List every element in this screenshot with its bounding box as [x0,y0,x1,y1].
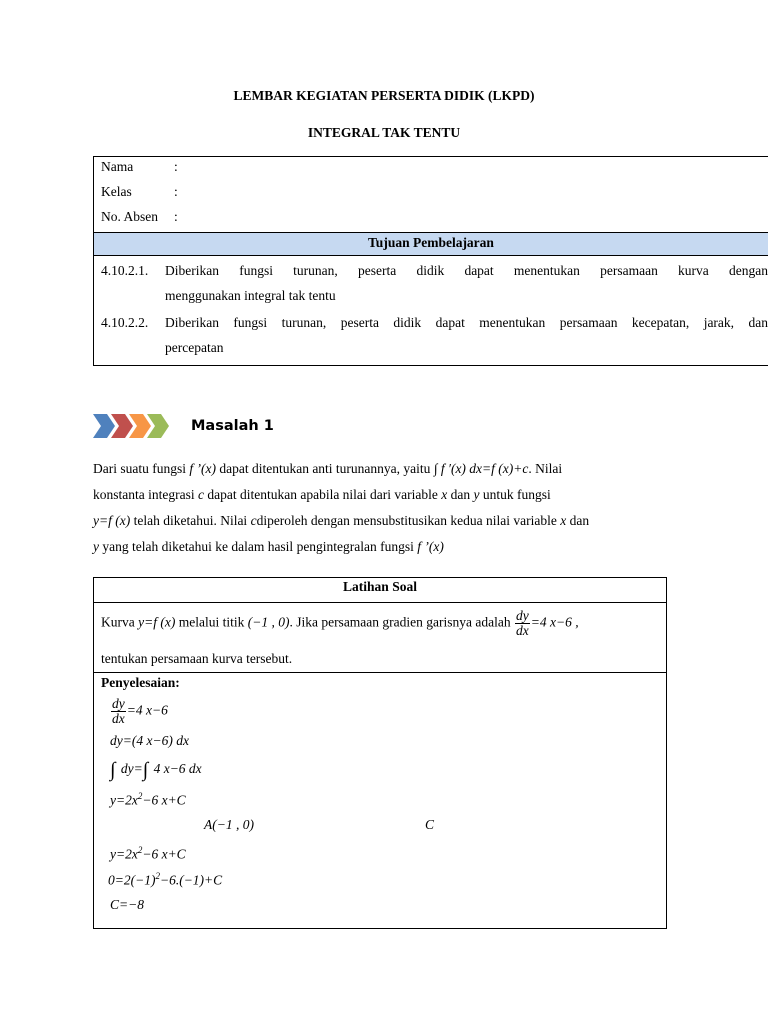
text: dan [447,487,474,502]
math-c: c [250,513,257,528]
problem-line: tentukan persamaan kurva tersebut. [101,651,293,666]
paragraph-line [93,534,675,560]
solution-label: Penyelesaian: [101,675,180,690]
fraction-dy-dx [515,609,530,638]
integral-sign: ∫ [142,759,149,781]
math-point: (−1 , 0) [247,614,290,630]
text: melalui titik [175,614,248,630]
math-text: −6 x+C [142,792,186,808]
math-f: f ’ [189,461,201,476]
math-f: f ’(x) [417,539,444,554]
math-text: =4 x−6 [126,702,168,718]
math-x: x [441,487,448,502]
math-text: dy= [117,761,143,776]
text: diperoleh dengan mensubstitusikan kedua nilai variable [256,513,561,528]
math-text: y=2x [110,846,138,862]
masalah-header [93,410,393,440]
math-text: −6.(−1)+C [159,872,223,888]
math-eq: =4 x−6 , [530,614,579,630]
math-eq: y=f (x) [93,513,131,528]
math-text: 4 x−6 dx [150,761,202,776]
solution-step: C=−8 [110,897,144,912]
latihan-soal-box [93,577,667,929]
objective-number: 4.10.2.2. [101,315,149,330]
exponent: 2 [137,845,143,855]
solution-step [110,791,186,809]
chevron-arrows-icon [93,412,173,440]
latihan-heading: Latihan Soal [94,578,666,603]
objective-text-line: menggunakan integral tak tentu [165,288,336,303]
solution-step: C [425,817,435,832]
solution-step [110,697,168,726]
math-c: c [197,487,204,502]
identity-label: Nama [101,159,134,174]
solution-step: dy=(4 x−6) dx [110,733,189,748]
text: untuk fungsi [479,487,551,502]
math-y: y [473,487,480,502]
math-text: −6 x+C [142,846,186,862]
text: Dari suatu fungsi [93,461,190,476]
paragraph-line [93,508,675,534]
identity-objectives-table [93,156,768,366]
text: dapat ditentukan apabila nilai dari variable [203,487,442,502]
integral-sign: ∫ [110,759,116,781]
identity-colon: : [174,159,178,174]
text: Kurva [101,614,139,630]
math-text: y=2x [110,792,138,808]
text: yang telah diketahui ke dalam hasil pengintegralan fungsi [99,539,418,554]
math-text: 0=2(−1) [108,872,156,888]
exponent: 2 [155,871,160,881]
fraction-denominator: dx [515,623,529,638]
fraction-numerator: dy [515,608,529,623]
objective-text-line: Diberikan fungsi turunan, peserta didik dapat menentukan persamaan kecepatan, jarak, dan [165,315,768,330]
solution-step [110,759,202,782]
objective-item [94,256,768,308]
objective-item [94,308,768,365]
identity-label: No. Absen [101,209,158,224]
document-subtitle: INTEGRAL TAK TENTU [307,125,461,140]
objectives-heading: Tujuan Pembelajaran [94,232,768,256]
problem-paragraph [93,456,675,560]
fraction-numerator: dy [112,696,125,711]
text: konstanta integrasi [93,487,198,502]
identity-colon: : [174,184,178,199]
document-title: LEMBAR KEGIATAN PERSERTA DIDIK (LKPD) [233,88,535,103]
text: telah diketahui. Nilai [130,513,251,528]
fraction-denominator: dx [112,711,125,726]
objective-text-line: percepatan [165,340,224,355]
text: . Nilai [528,461,563,476]
solution-step: A(−1 , 0) [204,817,254,832]
text: dan [566,513,590,528]
identity-row-absen [94,207,768,232]
math-x: x [560,513,567,528]
solution-step [108,871,222,889]
math-integral: ∫ f ′(x) dx=f (x)+c [433,461,529,476]
identity-row-kelas [94,182,768,207]
exponent: 2 [137,791,143,801]
paragraph-line [93,456,675,482]
fraction-dy-dx [111,697,126,726]
math-eq: y=f (x) [138,614,176,630]
solution-step [110,845,186,863]
identity-colon: : [174,209,178,224]
identity-row-nama [94,157,768,182]
paragraph-line [93,482,675,508]
math-y: y [93,539,99,554]
math-x: (x) [200,461,216,476]
problem-line [101,609,579,638]
text: . Jika persamaan gradien garisnya adalah [289,614,514,630]
masalah-title: Masalah 1 [191,418,274,434]
objective-text-line: Diberikan fungsi turunan, peserta didik dapat menentukan persamaan kurva dengan [165,263,768,278]
problem-statement [94,603,666,673]
text: dapat ditentukan anti turunannya, yaitu [215,461,434,476]
objective-number: 4.10.2.1. [101,263,149,278]
identity-label: Kelas [101,184,132,199]
